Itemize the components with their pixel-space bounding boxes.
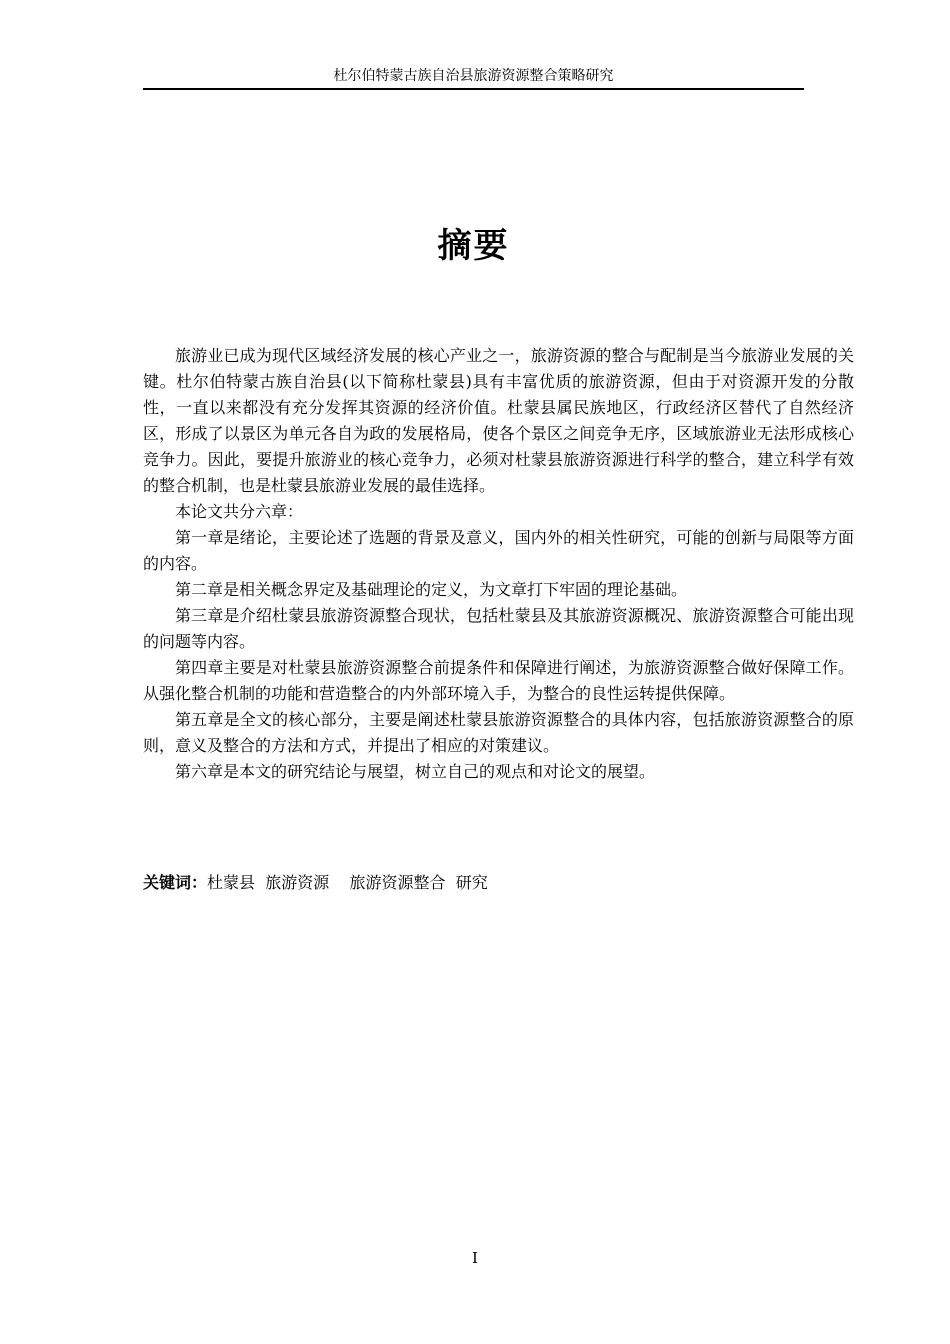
header-rule <box>143 88 804 90</box>
abstract-paragraph-chapter-2: 第二章是相关概念界定及基础理论的定义，为文章打下牢固的理论基础。 <box>175 580 688 599</box>
abstract-paragraph-chapter-6: 第六章是本文的研究结论与展望，树立自己的观点和对论文的展望。 <box>175 762 656 781</box>
abstract-paragraph-chapter-1: 第一章是绪论，主要论述了选题的背景及意义，国内外的相关性研究，可能的创新与局限等方面的内容。 <box>143 528 854 573</box>
abstract-paragraph-chapter-3: 第三章是介绍杜蒙县旅游资源整合现状，包括杜蒙县及其旅游资源概况、旅游资源整合可能出现的问题等内容。 <box>143 606 854 651</box>
abstract-paragraph-chapter-4: 第四章主要是对杜蒙县旅游资源整合前提条件和保障进行阐述，为旅游资源整合做好保障工作。从强化整合机制的功能和营造整合的内外部环境入手，为整合的良性运转提供保障。 <box>143 658 854 703</box>
abstract-paragraph-intro: 旅游业已成为现代区域经济发展的核心产业之一，旅游资源的整合与配制是当今旅游业发展的关键。杜尔伯特蒙古族自治县(以下简称杜蒙县)具有丰富优质的旅游资源，但由于对资源开发的分散性，一直以来都没有充分发挥其资源的经济价值。杜蒙县属民族地区，行政经济区替代了自然经济区，形成了以景区为单元各自为政的发展格局，使各个景区之间竞争无序，区域旅游业无法形成核心竞争力。因此，要提升旅游业的核心竞争力，必须对杜蒙县旅游资源进行科学的整合，建立科学有效的整合机制，也是杜蒙县旅游业发展的最佳选择。 <box>143 346 854 495</box>
running-header: 杜尔伯特蒙古族自治县旅游资源整合策略研究 <box>333 68 614 84</box>
abstract-paragraph-structure: 本论文共分六章： <box>175 502 304 521</box>
page-title: 摘要 <box>437 226 510 266</box>
abstract-body <box>143 343 854 785</box>
abstract-paragraph-chapter-5: 第五章是全文的核心部分，主要是阐述杜蒙县旅游资源整合的具体内容，包括旅游资源整合的原则，意义及整合的方法和方式，并提出了相应的对策建议。 <box>143 710 854 755</box>
keywords-label: 关键词： <box>143 873 208 892</box>
keywords-terms: 杜蒙县 旅游资源 旅游资源整合 研究 <box>207 873 488 892</box>
page-number: I <box>472 1249 478 1267</box>
keywords-line <box>143 870 854 896</box>
